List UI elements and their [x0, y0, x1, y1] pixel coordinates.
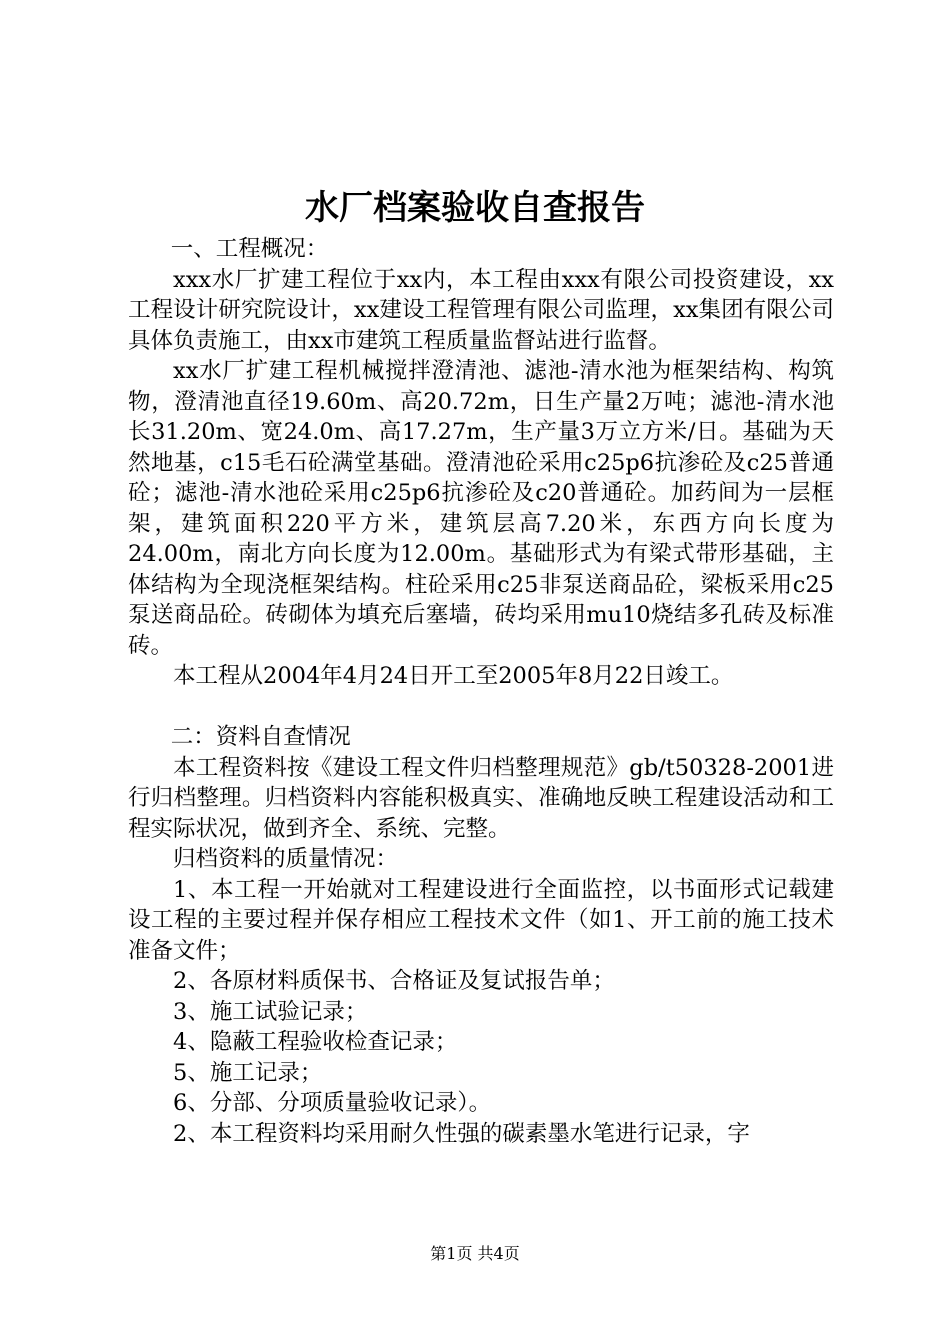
- document-body: [128, 234, 834, 1149]
- paragraph: 归档资料的质量情况：: [173, 846, 399, 872]
- list-item: 3、施工试验记录；: [173, 998, 368, 1025]
- list-item: 2、本工程资料均采用耐久性强的碳素墨水笔进行记录，字: [173, 1120, 750, 1147]
- section-heading-overview: 一、工程概况：: [170, 236, 329, 262]
- paragraph: xx水厂扩建工程机械搅拌澄清池、滤池-清水池为框架结构、构筑物，澄清池直径19.60m、高20.72m，日生产量2万吨；滤池-清水池长31.20m、宽24.0m、高17.27m，生产量3万立方米/日。基础为天然地基，c15毛石砼满堂基础。澄清池砼采用c25p6抗渗砼及c25普通砼；滤池-清水池砼采用c25p6抗渗砼及c20普通砼。加药间为一层框架，建筑面积220平方米，建筑层高7.20米，东西方向长度为24.00m，南北方向长度为12.00m。基础形式为有梁式带形基础，主体结构为全现浇框架结构。柱砼采用c25非泵送商品砼，梁板采用c25泵送商品砼。砖砌体为填充后塞墙，砖均采用mu10烧结多孔砖及标准砖。: [128, 358, 834, 659]
- list-item: 1、本工程一开始就对工程建设进行全面监控，以书面形式记载建设工程的主要过程并保存相应工程技术文件（如1、开工前的施工技术准备文件；: [128, 876, 834, 964]
- document-title: 水厂档案验收自查报告: [305, 188, 645, 228]
- list-item: 6、分部、分项质量验收记录）。: [173, 1090, 492, 1116]
- list-item: 5、施工记录；: [173, 1059, 323, 1086]
- list-item: 4、隐蔽工程验收检查记录；: [173, 1029, 458, 1055]
- page-number-footer: 第1页 共4页: [430, 1244, 520, 1263]
- section-heading-self-check: 二：资料自查情况: [170, 724, 351, 750]
- paragraph: 本工程资料按《建设工程文件归档整理规范》gb/t50328-2001进行归档整理。归档资料内容能积极真实、准确地反映工程建设活动和工程实际状况，做到齐全、系统、完整。: [128, 754, 834, 842]
- blank-line: [128, 692, 834, 723]
- paragraph: xxx水厂扩建工程位于xx内，本工程由xxx有限公司投资建设，xx工程设计研究院设计，xx建设工程管理有限公司监理，xx集团有限公司具体负责施工，由xx市建筑工程质量监督站进行监督。: [128, 266, 834, 354]
- list-item: 2、各原材料质保书、合格证及复试报告单；: [173, 968, 615, 994]
- paragraph: 本工程从2004年4月24日开工至2005年8月22日竣工。: [173, 663, 734, 689]
